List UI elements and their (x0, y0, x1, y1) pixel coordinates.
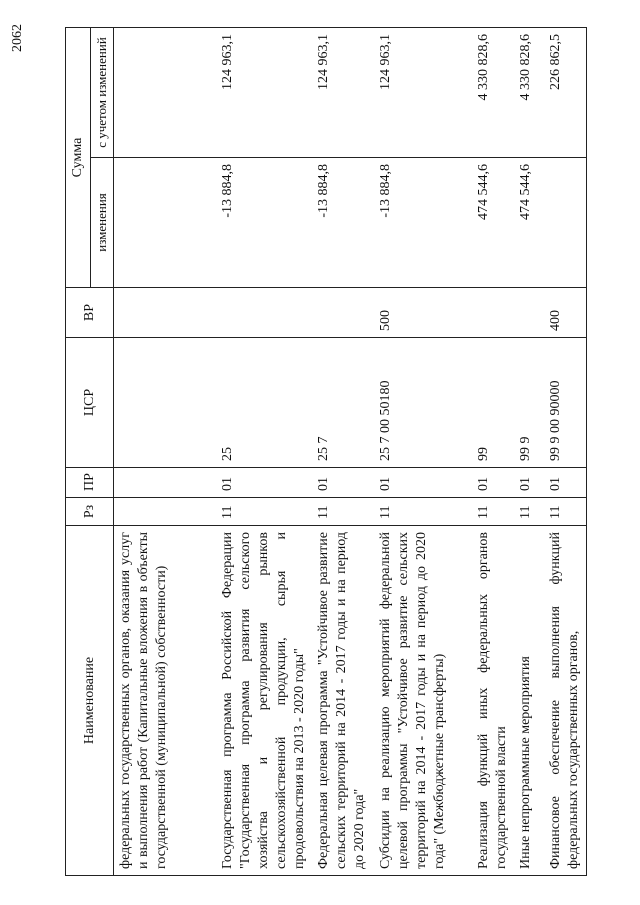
row-name: Иные непрограммные мероприятия (514, 526, 544, 876)
page-number: 2062 (10, 24, 25, 52)
row-changes: 474 544,6 (514, 158, 544, 288)
table-row (374, 28, 472, 876)
row-rz: 11 (544, 498, 587, 526)
header-sum: Сумма (66, 28, 91, 288)
row-csr (114, 338, 216, 468)
row-csr: 99 (472, 338, 514, 468)
row-changes (544, 158, 587, 288)
row-rz: 11 (374, 498, 472, 526)
header-pr: ПР (66, 468, 114, 498)
row-changes (114, 158, 216, 288)
row-pr: 01 (312, 468, 374, 498)
row-total: 4 330 828,6 (472, 28, 514, 158)
budget-table (65, 27, 587, 876)
header-rz: Рз (66, 498, 114, 526)
row-vr: 500 (374, 288, 472, 338)
row-name: Реализация функций иных федеральных органов государственной власти (472, 526, 514, 876)
row-vr (514, 288, 544, 338)
row-total (114, 28, 216, 158)
header-vr: ВР (66, 288, 114, 338)
row-total: 124 963,1 (374, 28, 472, 158)
row-name: Государственная программа Российской Федерации "Государственная программа развития сельского хозяйства и регулирования рынков сельскохозяйственной продукции, сырья и продовольствия на 2013 - 2020 годы" (216, 526, 312, 876)
row-csr: 99 9 00 90000 (544, 338, 587, 468)
row-pr: 01 (216, 468, 312, 498)
table-row (114, 28, 216, 876)
table-row (544, 28, 587, 876)
row-rz: 11 (472, 498, 514, 526)
row-changes: 474 544,6 (472, 158, 514, 288)
header-row (66, 28, 91, 876)
header-csr: ЦСР (66, 338, 114, 468)
row-total: 124 963,1 (216, 28, 312, 158)
table-row (514, 28, 544, 876)
row-changes: -13 884,8 (312, 158, 374, 288)
row-pr: 01 (374, 468, 472, 498)
row-rz: 11 (216, 498, 312, 526)
row-rz: 11 (514, 498, 544, 526)
row-changes: -13 884,8 (216, 158, 312, 288)
row-rz (114, 498, 216, 526)
row-vr: 400 (544, 288, 587, 338)
header-changes: изменения (91, 158, 114, 288)
header-with-changes: с учетом изменений (91, 28, 114, 158)
row-total: 124 963,1 (312, 28, 374, 158)
row-total: 226 862,5 (544, 28, 587, 158)
table-row (312, 28, 374, 876)
row-pr: 01 (514, 468, 544, 498)
row-vr (472, 288, 514, 338)
row-pr: 01 (544, 468, 587, 498)
row-changes: -13 884,8 (374, 158, 472, 288)
budget-table-container (65, 28, 585, 876)
row-csr: 25 7 (312, 338, 374, 468)
row-csr: 99 9 (514, 338, 544, 468)
row-pr (114, 468, 216, 498)
row-csr: 25 7 00 50180 (374, 338, 472, 468)
row-name: федеральных государственных органов, оказания услуг и выполнения работ (Капитальные вложения в объекты государственной (муниципальной) собственности) (114, 526, 216, 876)
row-rz: 11 (312, 498, 374, 526)
row-name: Субсидии на реализацию мероприятий федеральной целевой программы "Устойчивое развитие сельских территорий на 2014 - 2017 годы и на период до 2020 года" (Межбюджетные трансферты) (374, 526, 472, 876)
row-total: 4 330 828,6 (514, 28, 544, 158)
header-name: Наименование (66, 526, 114, 876)
row-vr (114, 288, 216, 338)
row-name: Федеральная целевая программа "Устойчивое развитие сельских территорий на 2014 - 2017 годы и на период до 2020 года" (312, 526, 374, 876)
table-row (472, 28, 514, 876)
row-csr: 25 (216, 338, 312, 468)
row-vr (312, 288, 374, 338)
row-pr: 01 (472, 468, 514, 498)
row-name: Финансовое обеспечение выполнения функций федеральных государственных органов, (544, 526, 587, 876)
table-row (216, 28, 312, 876)
row-vr (216, 288, 312, 338)
